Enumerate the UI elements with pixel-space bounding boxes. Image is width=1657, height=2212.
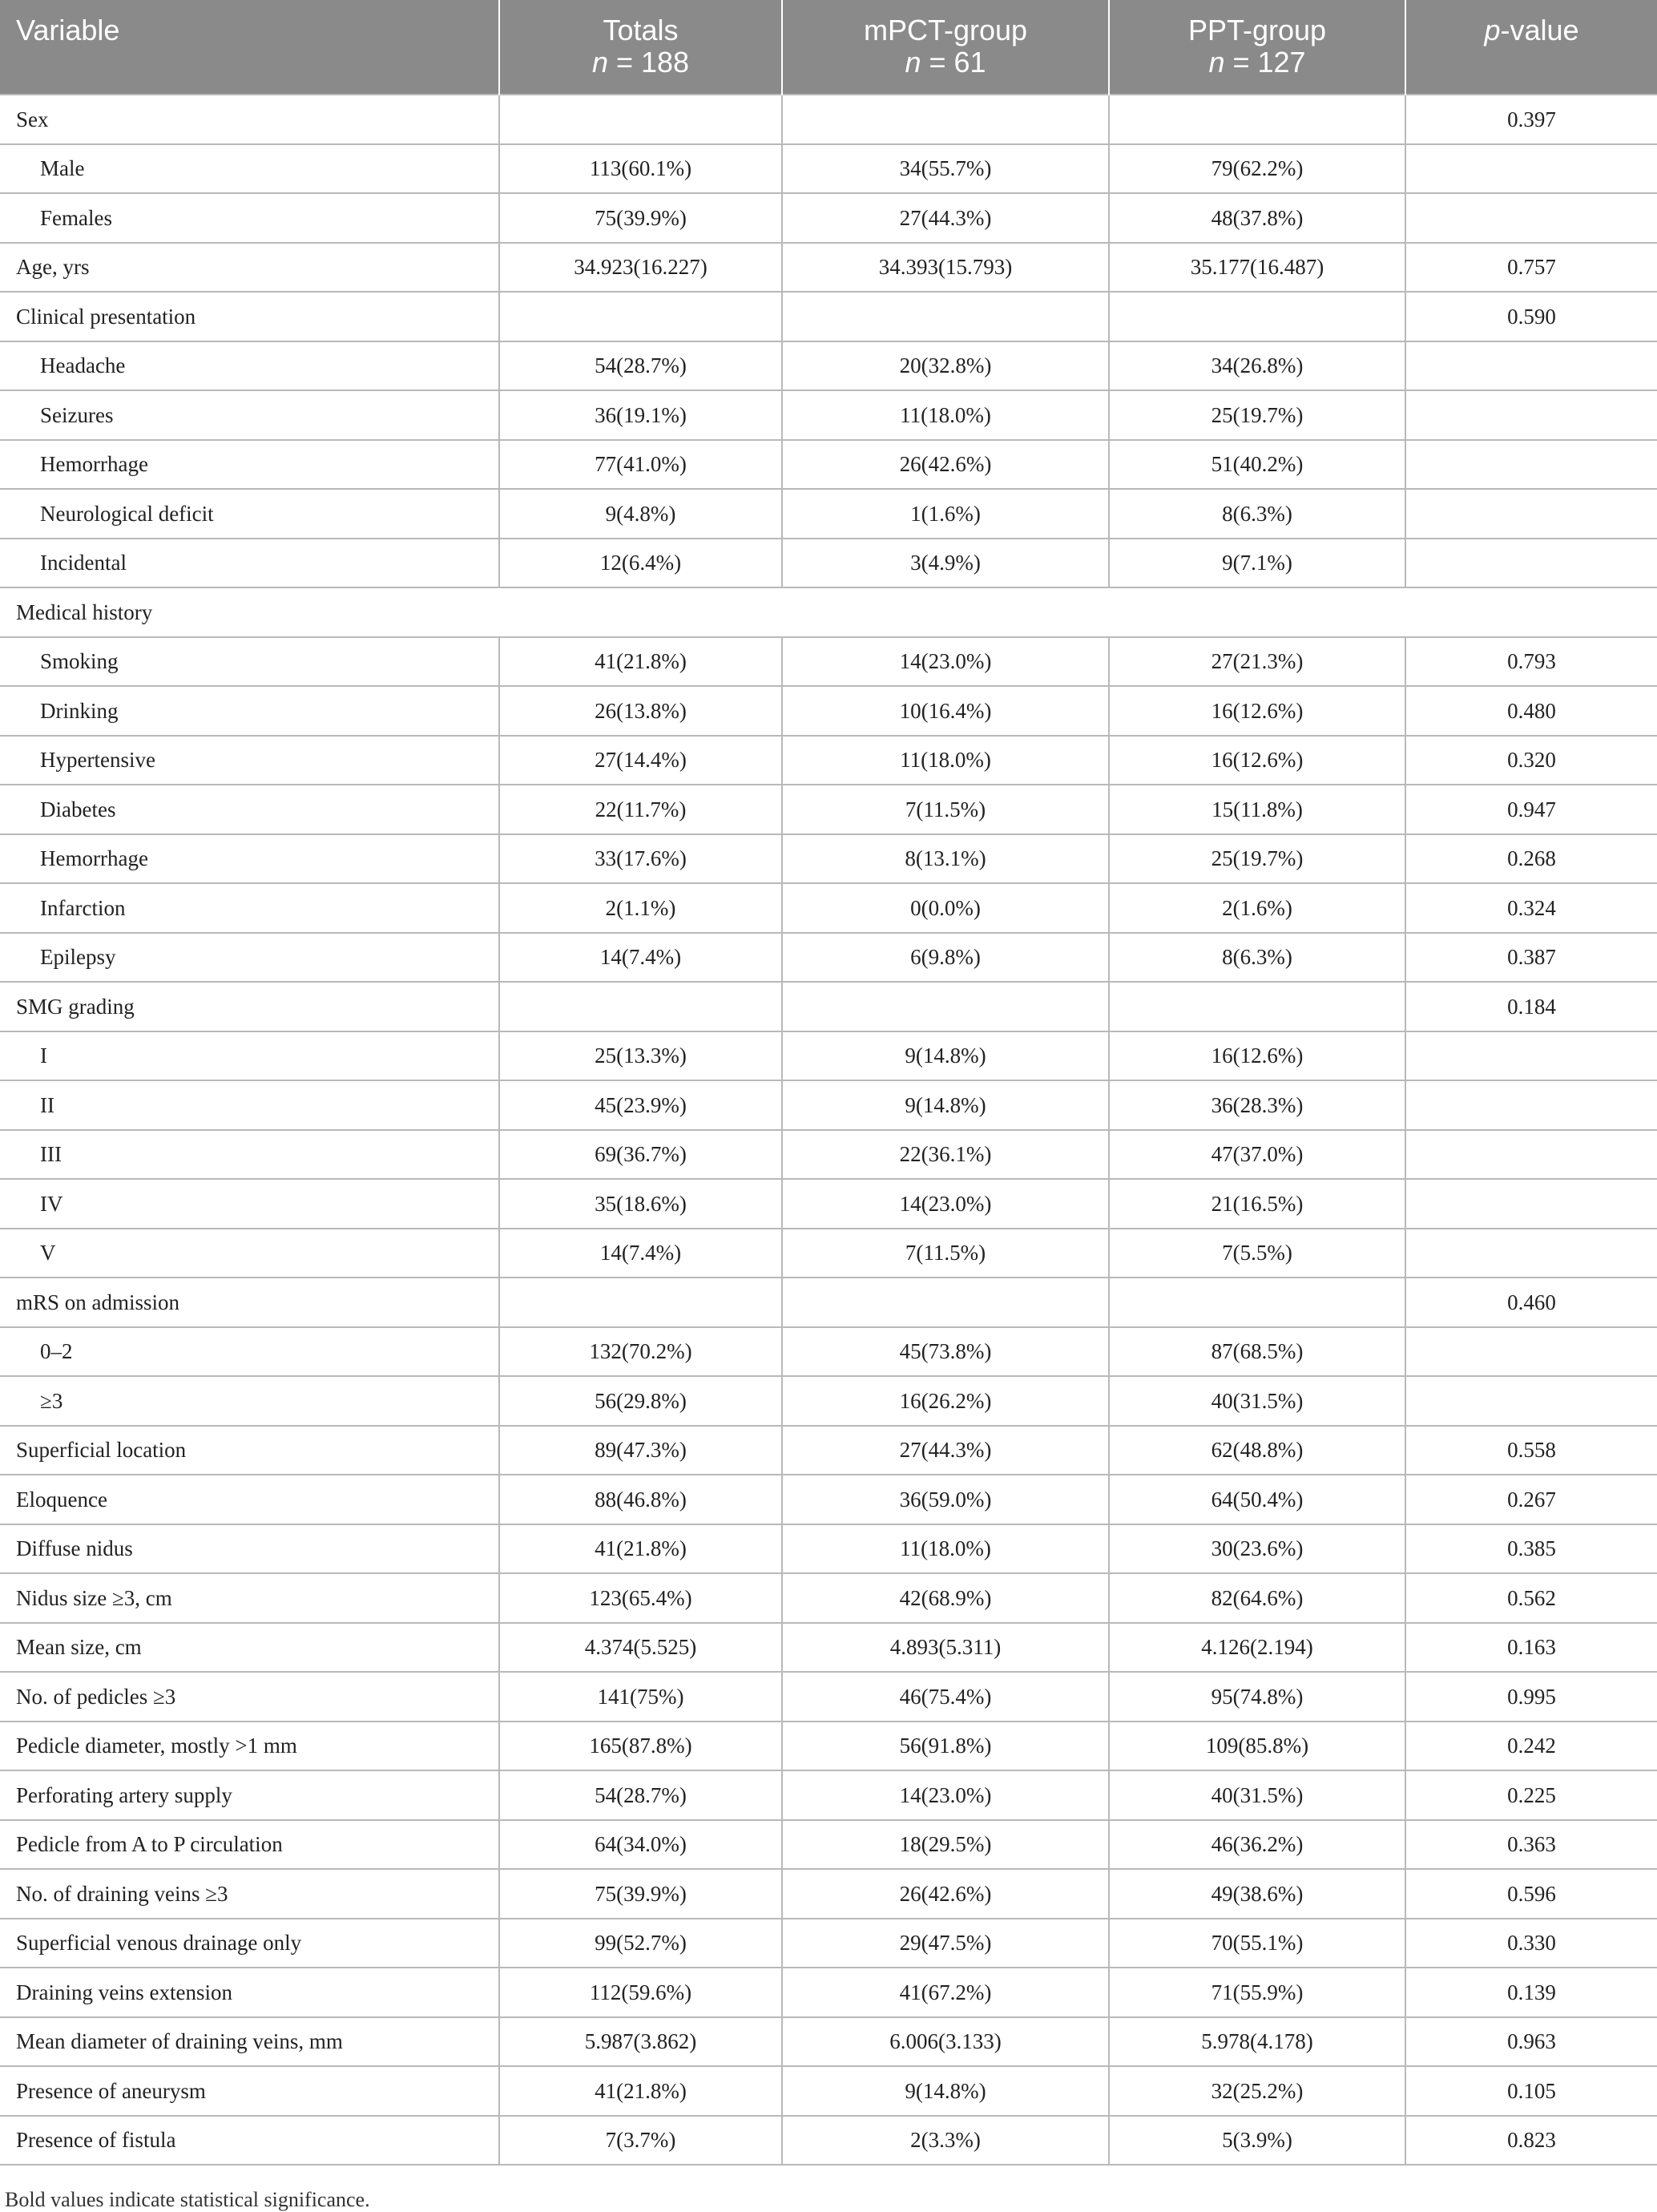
totals-cell: 9(4.8%)	[499, 489, 782, 539]
ppt-group-cell: 70(55.1%)	[1109, 1919, 1405, 1968]
totals-cell: 88(46.8%)	[499, 1475, 782, 1524]
ppt-group-cell: 47(37.0%)	[1109, 1130, 1405, 1180]
mpct-group-cell: 10(16.4%)	[782, 686, 1109, 736]
row-label: Male	[0, 144, 499, 194]
mpct-group-cell: 11(18.0%)	[782, 736, 1109, 785]
table-row	[0, 2116, 1657, 2166]
row-label: Epilepsy	[0, 933, 499, 983]
p-value-cell: 0.590	[1405, 292, 1657, 341]
table-row	[0, 243, 1657, 293]
table-row	[0, 292, 1657, 341]
p-value-cell: 0.823	[1405, 2116, 1657, 2166]
p-value-cell	[1405, 193, 1657, 243]
p-value-cell: 0.139	[1405, 1968, 1657, 2017]
p-value-cell: 0.184	[1405, 982, 1657, 1031]
ppt-group-cell	[1109, 1278, 1405, 1327]
ppt-group-cell: 16(12.6%)	[1109, 1031, 1405, 1081]
mpct-group-cell: 27(44.3%)	[782, 193, 1109, 243]
table-row	[0, 736, 1657, 785]
totals-cell: 41(21.8%)	[499, 2066, 782, 2116]
table-row	[0, 1426, 1657, 1475]
p-value-cell: 0.385	[1405, 1524, 1657, 1574]
ppt-group-cell: 16(12.6%)	[1109, 686, 1405, 736]
totals-cell: 56(29.8%)	[499, 1376, 782, 1426]
row-label: No. of pedicles ≥3	[0, 1672, 499, 1722]
mpct-group-cell: 11(18.0%)	[782, 390, 1109, 440]
table-row	[0, 686, 1657, 736]
mpct-group-cell: 6.006(3.133)	[782, 2017, 1109, 2067]
ppt-group-cell: 32(25.2%)	[1109, 2066, 1405, 2116]
table-row	[0, 489, 1657, 539]
mpct-group-cell: 4.893(5.311)	[782, 1623, 1109, 1673]
mpct-group-cell: 34.393(15.793)	[782, 243, 1109, 293]
table-row	[0, 883, 1657, 933]
mpct-group-cell: 14(23.0%)	[782, 1770, 1109, 1820]
ppt-group-cell: 109(85.8%)	[1109, 1722, 1405, 1771]
totals-cell: 77(41.0%)	[499, 440, 782, 490]
row-label: Perforating artery supply	[0, 1770, 499, 1820]
p-value-cell	[1405, 440, 1657, 490]
p-value-cell: 0.480	[1405, 686, 1657, 736]
row-label: Mean diameter of draining veins, mm	[0, 2017, 499, 2067]
totals-cell: 45(23.9%)	[499, 1080, 782, 1130]
totals-cell: 64(34.0%)	[499, 1820, 782, 1870]
totals-cell: 123(65.4%)	[499, 1573, 782, 1623]
table-row	[0, 1820, 1657, 1870]
mpct-group-cell: 7(11.5%)	[782, 785, 1109, 834]
mpct-group-cell: 45(73.8%)	[782, 1327, 1109, 1377]
row-label: III	[0, 1130, 499, 1180]
mpct-group-cell: 41(67.2%)	[782, 1968, 1109, 2017]
table-row	[0, 933, 1657, 983]
mpct-group-cell: 36(59.0%)	[782, 1475, 1109, 1524]
ppt-group-cell: 16(12.6%)	[1109, 736, 1405, 785]
ppt-group-cell: 46(36.2%)	[1109, 1820, 1405, 1870]
p-value-cell: 0.163	[1405, 1623, 1657, 1673]
p-value-cell: 0.757	[1405, 243, 1657, 293]
header-variable: Variable	[0, 0, 499, 95]
table-row	[0, 1722, 1657, 1771]
p-value-cell: 0.268	[1405, 834, 1657, 884]
row-label: Presence of aneurysm	[0, 2066, 499, 2116]
mpct-group-cell: 1(1.6%)	[782, 489, 1109, 539]
ppt-group-cell: 9(7.1%)	[1109, 539, 1405, 588]
totals-cell: 36(19.1%)	[499, 390, 782, 440]
totals-cell: 132(70.2%)	[499, 1327, 782, 1377]
mpct-group-cell	[782, 1278, 1109, 1327]
table-row	[0, 144, 1657, 194]
totals-cell	[499, 95, 782, 144]
ppt-group-cell: 8(6.3%)	[1109, 933, 1405, 983]
row-label: Nidus size ≥3, cm	[0, 1573, 499, 1623]
ppt-group-cell: 49(38.6%)	[1109, 1869, 1405, 1919]
mpct-group-cell: 26(42.6%)	[782, 1869, 1109, 1919]
row-label: Hypertensive	[0, 736, 499, 785]
table-row	[0, 1229, 1657, 1278]
totals-cell	[499, 292, 782, 341]
table-header-row	[0, 0, 1657, 95]
table-row	[0, 785, 1657, 834]
ppt-group-cell: 30(23.6%)	[1109, 1524, 1405, 1574]
table-row	[0, 193, 1657, 243]
ppt-group-cell: 34(26.8%)	[1109, 341, 1405, 391]
table-row	[0, 539, 1657, 588]
mpct-group-cell: 56(91.8%)	[782, 1722, 1109, 1771]
p-value-cell: 0.558	[1405, 1426, 1657, 1475]
ppt-group-cell: 21(16.5%)	[1109, 1179, 1405, 1229]
table-row	[0, 1770, 1657, 1820]
table-row	[0, 440, 1657, 490]
p-value-cell: 0.242	[1405, 1722, 1657, 1771]
row-label: ≥3	[0, 1376, 499, 1426]
table-body	[0, 95, 1657, 2165]
ppt-group-cell: 5.978(4.178)	[1109, 2017, 1405, 2067]
row-label: Females	[0, 193, 499, 243]
mpct-group-cell: 9(14.8%)	[782, 2066, 1109, 2116]
p-value-cell: 0.324	[1405, 883, 1657, 933]
p-value-cell: 0.387	[1405, 933, 1657, 983]
mpct-group-cell: 22(36.1%)	[782, 1130, 1109, 1180]
row-label: Neurological deficit	[0, 489, 499, 539]
table-row	[0, 1968, 1657, 2017]
ppt-group-cell: 48(37.8%)	[1109, 193, 1405, 243]
row-label: Hemorrhage	[0, 440, 499, 490]
p-value-cell: 0.105	[1405, 2066, 1657, 2116]
mpct-group-cell: 29(47.5%)	[782, 1919, 1109, 1968]
row-label: I	[0, 1031, 499, 1081]
ppt-group-cell: 35.177(16.487)	[1109, 243, 1405, 293]
table-row	[0, 587, 1657, 637]
table-footnote: Bold values indicate statistical significance.	[5, 2188, 370, 2211]
totals-cell: 41(21.8%)	[499, 1524, 782, 1574]
mpct-group-cell: 27(44.3%)	[782, 1426, 1109, 1475]
totals-cell: 2(1.1%)	[499, 883, 782, 933]
p-value-cell	[1405, 144, 1657, 194]
row-label: Incidental	[0, 539, 499, 588]
totals-cell: 26(13.8%)	[499, 686, 782, 736]
totals-cell: 14(7.4%)	[499, 933, 782, 983]
row-label: V	[0, 1229, 499, 1278]
ppt-group-cell: 7(5.5%)	[1109, 1229, 1405, 1278]
ppt-group-cell: 51(40.2%)	[1109, 440, 1405, 490]
mpct-group-cell: 18(29.5%)	[782, 1820, 1109, 1870]
table-row	[0, 1179, 1657, 1229]
row-label: Clinical presentation	[0, 292, 499, 341]
ppt-group-cell: 40(31.5%)	[1109, 1376, 1405, 1426]
totals-cell: 99(52.7%)	[499, 1919, 782, 1968]
totals-cell: 54(28.7%)	[499, 341, 782, 391]
p-value-cell: 0.363	[1405, 1820, 1657, 1870]
row-label: Seizures	[0, 390, 499, 440]
table-row	[0, 1278, 1657, 1327]
row-label: mRS on admission	[0, 1278, 499, 1327]
row-label: II	[0, 1080, 499, 1130]
mpct-group-cell: 2(3.3%)	[782, 2116, 1109, 2166]
row-label: Eloquence	[0, 1475, 499, 1524]
mpct-group-cell: 9(14.8%)	[782, 1031, 1109, 1081]
p-value-cell	[1405, 1376, 1657, 1426]
totals-cell: 89(47.3%)	[499, 1426, 782, 1475]
ppt-group-cell	[1109, 982, 1405, 1031]
mpct-group-cell: 11(18.0%)	[782, 1524, 1109, 1574]
p-value-cell: 0.947	[1405, 785, 1657, 834]
table-row	[0, 834, 1657, 884]
row-label: Infarction	[0, 883, 499, 933]
p-value-cell	[1405, 1327, 1657, 1377]
table-row	[0, 1376, 1657, 1426]
mpct-group-cell: 8(13.1%)	[782, 834, 1109, 884]
ppt-group-cell: 2(1.6%)	[1109, 883, 1405, 933]
totals-cell: 165(87.8%)	[499, 1722, 782, 1771]
row-label: Age, yrs	[0, 243, 499, 293]
ppt-group-cell: 27(21.3%)	[1109, 637, 1405, 687]
row-label: Drinking	[0, 686, 499, 736]
totals-cell: 34.923(16.227)	[499, 243, 782, 293]
mpct-group-cell: 34(55.7%)	[782, 144, 1109, 194]
mpct-group-cell	[782, 982, 1109, 1031]
row-label: Headache	[0, 341, 499, 391]
p-value-cell	[1405, 390, 1657, 440]
header-totals: Totals n = 188	[499, 0, 782, 95]
totals-cell: 69(36.7%)	[499, 1130, 782, 1180]
p-value-cell	[1405, 1080, 1657, 1130]
ppt-group-cell: 71(55.9%)	[1109, 1968, 1405, 2017]
p-value-cell: 0.793	[1405, 637, 1657, 687]
table-row	[0, 1475, 1657, 1524]
table-row	[0, 637, 1657, 687]
mpct-group-cell: 14(23.0%)	[782, 1179, 1109, 1229]
table-row	[0, 2066, 1657, 2116]
table-row	[0, 2017, 1657, 2067]
table-row	[0, 1623, 1657, 1673]
table-row	[0, 95, 1657, 144]
table-row	[0, 341, 1657, 391]
ppt-group-cell: 95(74.8%)	[1109, 1672, 1405, 1722]
ppt-group-cell: 36(28.3%)	[1109, 1080, 1405, 1130]
ppt-group-cell: 25(19.7%)	[1109, 390, 1405, 440]
p-value-cell: 0.225	[1405, 1770, 1657, 1820]
mpct-group-cell	[782, 95, 1109, 144]
ppt-group-cell: 4.126(2.194)	[1109, 1623, 1405, 1673]
mpct-group-cell: 42(68.9%)	[782, 1573, 1109, 1623]
p-value-cell	[1405, 1229, 1657, 1278]
table-row	[0, 1672, 1657, 1722]
row-label: Superficial location	[0, 1426, 499, 1475]
totals-cell: 112(59.6%)	[499, 1968, 782, 2017]
totals-cell: 75(39.9%)	[499, 1869, 782, 1919]
p-value-cell	[1405, 341, 1657, 391]
ppt-group-cell: 87(68.5%)	[1109, 1327, 1405, 1377]
mpct-group-cell: 9(14.8%)	[782, 1080, 1109, 1130]
p-value-cell	[1405, 1179, 1657, 1229]
row-label: Medical history	[0, 587, 1657, 637]
ppt-group-cell	[1109, 95, 1405, 144]
ppt-group-cell: 40(31.5%)	[1109, 1770, 1405, 1820]
row-label: Superficial venous drainage only	[0, 1919, 499, 1968]
row-label: Draining veins extension	[0, 1968, 499, 2017]
p-value-cell: 0.330	[1405, 1919, 1657, 1968]
ppt-group-cell: 25(19.7%)	[1109, 834, 1405, 884]
row-label: 0–2	[0, 1327, 499, 1377]
mpct-group-cell	[782, 292, 1109, 341]
mpct-group-cell: 20(32.8%)	[782, 341, 1109, 391]
totals-cell: 141(75%)	[499, 1672, 782, 1722]
mpct-group-cell: 6(9.8%)	[782, 933, 1109, 983]
row-label: Diffuse nidus	[0, 1524, 499, 1574]
p-value-cell	[1405, 489, 1657, 539]
totals-cell: 14(7.4%)	[499, 1229, 782, 1278]
mpct-group-cell: 0(0.0%)	[782, 883, 1109, 933]
ppt-group-cell: 5(3.9%)	[1109, 2116, 1405, 2166]
row-label: SMG grading	[0, 982, 499, 1031]
ppt-group-cell: 8(6.3%)	[1109, 489, 1405, 539]
p-value-cell	[1405, 1031, 1657, 1081]
ppt-group-cell: 64(50.4%)	[1109, 1475, 1405, 1524]
row-label: Sex	[0, 95, 499, 144]
mpct-group-cell: 16(26.2%)	[782, 1376, 1109, 1426]
totals-cell: 54(28.7%)	[499, 1770, 782, 1820]
p-value-cell: 0.397	[1405, 95, 1657, 144]
row-label: IV	[0, 1179, 499, 1229]
totals-cell: 27(14.4%)	[499, 736, 782, 785]
row-label: No. of draining veins ≥3	[0, 1869, 499, 1919]
table-row	[0, 1130, 1657, 1180]
p-value-cell: 0.562	[1405, 1573, 1657, 1623]
header-mpct-group: mPCT-group n = 61	[782, 0, 1109, 95]
row-label: Smoking	[0, 637, 499, 687]
row-label: Mean size, cm	[0, 1623, 499, 1673]
mpct-group-cell: 14(23.0%)	[782, 637, 1109, 687]
totals-cell	[499, 982, 782, 1031]
totals-cell: 5.987(3.862)	[499, 2017, 782, 2067]
row-label: Pedicle diameter, mostly >1 mm	[0, 1722, 499, 1771]
ppt-group-cell: 79(62.2%)	[1109, 144, 1405, 194]
header-ppt-group: PPT-group n = 127	[1109, 0, 1405, 95]
p-value-cell	[1405, 539, 1657, 588]
row-label: Pedicle from A to P circulation	[0, 1820, 499, 1870]
totals-cell: 33(17.6%)	[499, 834, 782, 884]
table-row	[0, 390, 1657, 440]
table-row	[0, 1573, 1657, 1623]
totals-cell: 12(6.4%)	[499, 539, 782, 588]
totals-cell: 7(3.7%)	[499, 2116, 782, 2166]
row-label: Presence of fistula	[0, 2116, 499, 2166]
p-value-cell	[1405, 1130, 1657, 1180]
table-row	[0, 1869, 1657, 1919]
mpct-group-cell: 46(75.4%)	[782, 1672, 1109, 1722]
p-value-cell: 0.320	[1405, 736, 1657, 785]
totals-cell	[499, 1278, 782, 1327]
ppt-group-cell: 15(11.8%)	[1109, 785, 1405, 834]
p-value-cell: 0.267	[1405, 1475, 1657, 1524]
totals-cell: 75(39.9%)	[499, 193, 782, 243]
p-value-cell: 0.995	[1405, 1672, 1657, 1722]
table-row	[0, 1031, 1657, 1081]
totals-cell: 41(21.8%)	[499, 637, 782, 687]
p-value-cell: 0.596	[1405, 1869, 1657, 1919]
table-row	[0, 1919, 1657, 1968]
p-value-cell: 0.460	[1405, 1278, 1657, 1327]
table-row	[0, 1327, 1657, 1377]
table-row	[0, 1080, 1657, 1130]
row-label: Diabetes	[0, 785, 499, 834]
mpct-group-cell: 3(4.9%)	[782, 539, 1109, 588]
totals-cell: 113(60.1%)	[499, 144, 782, 194]
totals-cell: 25(13.3%)	[499, 1031, 782, 1081]
table-row	[0, 1524, 1657, 1574]
row-label: Hemorrhage	[0, 834, 499, 884]
mpct-group-cell: 7(11.5%)	[782, 1229, 1109, 1278]
ppt-group-cell	[1109, 292, 1405, 341]
ppt-group-cell: 82(64.6%)	[1109, 1573, 1405, 1623]
p-value-cell: 0.963	[1405, 2017, 1657, 2067]
totals-cell: 35(18.6%)	[499, 1179, 782, 1229]
table-row	[0, 982, 1657, 1031]
ppt-group-cell: 62(48.8%)	[1109, 1426, 1405, 1475]
header-p-value: p-value	[1405, 0, 1657, 95]
totals-cell: 22(11.7%)	[499, 785, 782, 834]
totals-cell: 4.374(5.525)	[499, 1623, 782, 1673]
mpct-group-cell: 26(42.6%)	[782, 440, 1109, 490]
